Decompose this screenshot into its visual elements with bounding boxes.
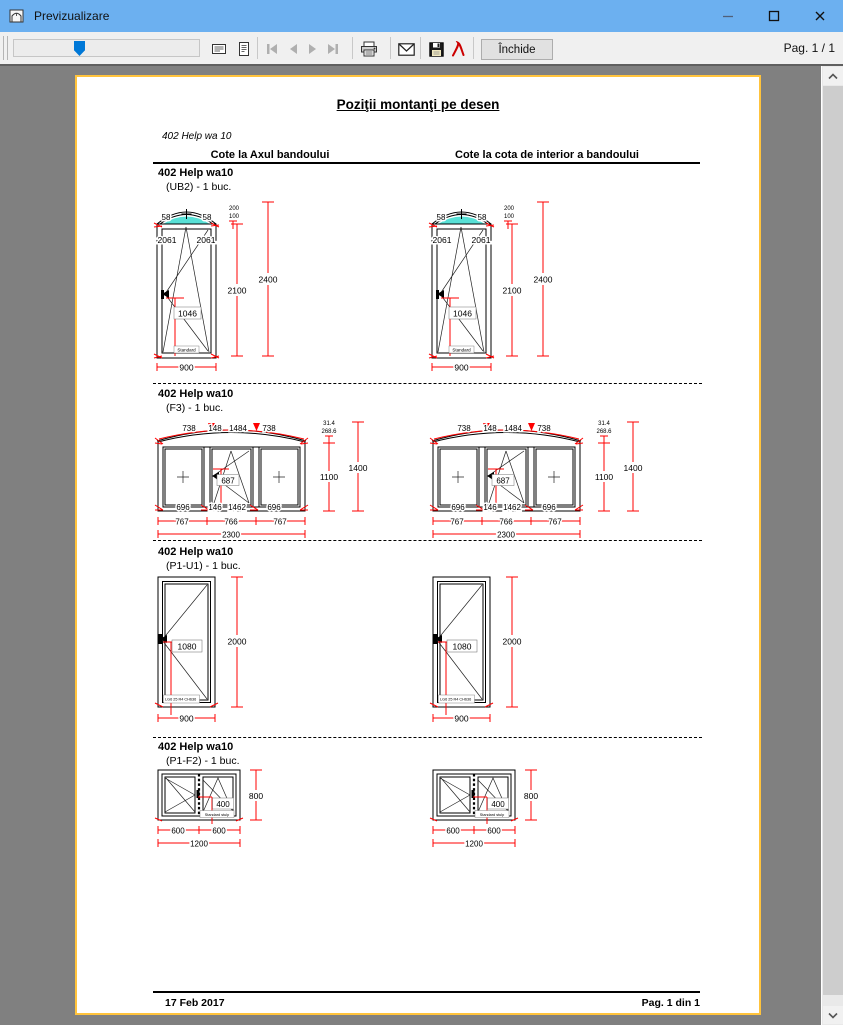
section-variant: (UB2) - 1 buc. xyxy=(166,181,232,193)
chevron-up-icon xyxy=(827,72,839,80)
dim-label: 2400 xyxy=(258,274,278,285)
drawing-p1u1-right xyxy=(428,572,553,730)
preview-canvas xyxy=(0,64,843,1025)
toolbar-separator xyxy=(390,37,391,59)
dim-label: 2000 xyxy=(502,636,522,647)
section-variant: (F3) - 1 buc. xyxy=(166,402,224,414)
page-portrait-icon xyxy=(235,41,251,57)
last-page-button[interactable] xyxy=(324,40,342,58)
next-page-button[interactable] xyxy=(304,40,322,58)
profile-note: Standard xyxy=(452,347,471,353)
printer-icon xyxy=(360,41,378,57)
email-button[interactable] xyxy=(397,40,415,58)
dim-label: 58 xyxy=(436,213,446,222)
dim-label: 600 xyxy=(487,826,501,836)
dim-label: 1046 xyxy=(453,308,472,319)
toolbar-separator xyxy=(352,37,353,59)
page-portrait-button[interactable] xyxy=(234,40,252,58)
first-page-button[interactable] xyxy=(263,40,281,58)
footer-date: 17 Feb 2017 xyxy=(165,997,225,1009)
toolbar-separator xyxy=(420,37,421,59)
dim-label: 2100 xyxy=(227,285,247,296)
page-indicator: Pag. 1 / 1 xyxy=(783,41,835,55)
dim-label: 1484 xyxy=(504,424,522,433)
dim-label: 1462 xyxy=(503,503,521,512)
dim-label: 1462 xyxy=(228,503,246,512)
dim-label: 900 xyxy=(179,713,194,724)
go-next-icon xyxy=(305,41,321,57)
profile-note: Standard stulp xyxy=(479,812,505,817)
page-landscape-icon xyxy=(211,41,227,57)
go-last-icon xyxy=(325,41,341,57)
inchide-button[interactable]: Închide xyxy=(481,39,553,60)
dim-label: 400 xyxy=(216,800,230,809)
drawing-p1u1-left xyxy=(153,572,278,730)
dim-label: 148 xyxy=(208,424,222,433)
maximize-button[interactable] xyxy=(751,0,797,32)
dim-label: 738 xyxy=(537,424,551,433)
dim-label: 1046 xyxy=(178,308,197,319)
dim-label: 1484 xyxy=(229,424,247,433)
dim-label: 1200 xyxy=(190,839,208,849)
dim-label: 2000 xyxy=(227,636,247,647)
dim-label: 58 xyxy=(161,213,171,222)
dim-label: 200 xyxy=(229,206,240,212)
dim-label: 148 xyxy=(483,424,497,433)
dim-label: 31.4 xyxy=(598,421,610,427)
dim-label: 2300 xyxy=(497,530,515,540)
page-subtitle: 402 Help wa 10 xyxy=(162,131,232,142)
dim-label: 1100 xyxy=(319,472,339,482)
minimize-button[interactable] xyxy=(705,0,751,32)
profile-note: LG6 25 R4 CH636 xyxy=(165,697,197,702)
footer-rule xyxy=(153,991,700,993)
section-title: 402 Help wa10 xyxy=(158,546,234,558)
toolbar xyxy=(0,32,843,64)
dim-label: 767 xyxy=(450,517,464,527)
floppy-disk-icon xyxy=(429,42,444,57)
dim-label: 767 xyxy=(273,517,287,527)
dim-label: 31.4 xyxy=(323,421,335,427)
dim-label: 900 xyxy=(179,362,194,373)
dim-label: 1400 xyxy=(348,463,368,473)
close-icon xyxy=(814,10,826,22)
adobe-pdf-icon xyxy=(451,41,465,57)
close-button[interactable] xyxy=(797,0,843,32)
dim-label: 58 xyxy=(477,213,487,222)
dim-label: 100 xyxy=(229,214,240,220)
scroll-up-button[interactable] xyxy=(823,67,843,85)
page-title: Poziţii montanţi pe desen xyxy=(336,97,500,112)
minimize-icon xyxy=(722,10,734,22)
dim-label: 738 xyxy=(182,424,196,433)
dim-label: 1100 xyxy=(594,472,614,482)
header-rule xyxy=(153,162,700,164)
export-pdf-button[interactable] xyxy=(449,40,467,58)
dim-label: 900 xyxy=(454,362,469,373)
dim-label: 2061 xyxy=(196,235,216,245)
dim-label: 1200 xyxy=(465,839,483,849)
dim-label: 738 xyxy=(457,424,471,433)
dim-label: 268.6 xyxy=(321,429,337,435)
section-separator xyxy=(153,383,702,384)
zoom-slider[interactable] xyxy=(13,39,200,57)
dim-label: 696 xyxy=(542,503,556,512)
window-title: Previzualizare xyxy=(34,9,110,23)
dim-label: 800 xyxy=(248,791,264,801)
dim-label: 800 xyxy=(523,791,539,801)
dim-label: 738 xyxy=(262,424,276,433)
dim-label: 900 xyxy=(454,713,469,724)
dim-label: 2061 xyxy=(157,235,177,245)
section-separator xyxy=(153,737,702,738)
drawing-f3-left xyxy=(153,410,378,541)
go-first-icon xyxy=(264,41,280,57)
scroll-down-button[interactable] xyxy=(823,1006,843,1024)
section-title: 402 Help wa10 xyxy=(158,167,234,179)
dim-label: 600 xyxy=(212,826,226,836)
titlebar xyxy=(0,0,843,32)
drawing-p1f2-left xyxy=(153,767,271,851)
profile-note: Standard xyxy=(177,347,196,353)
profile-note: Standard stulp xyxy=(204,812,230,817)
maximize-icon xyxy=(768,10,780,22)
dim-label: 146 xyxy=(483,503,497,512)
dim-label: 600 xyxy=(446,826,460,836)
section-title: 402 Help wa10 xyxy=(158,741,234,753)
dim-label: 687 xyxy=(496,476,510,486)
page-landscape-button[interactable] xyxy=(210,40,228,58)
dim-label: 146 xyxy=(208,503,222,512)
dim-label: 100 xyxy=(504,214,515,220)
dim-label: 767 xyxy=(548,517,562,527)
dim-label: 268.6 xyxy=(596,429,612,435)
print-button[interactable] xyxy=(360,40,378,58)
vertical-scrollbar[interactable] xyxy=(821,66,843,1025)
drawing-p1f2-right xyxy=(428,767,546,851)
dim-label: 767 xyxy=(175,517,189,527)
app-icon xyxy=(8,7,26,25)
dim-label: 766 xyxy=(224,517,238,527)
dim-label: 696 xyxy=(176,503,190,512)
dim-label: 2061 xyxy=(471,235,491,245)
toolbar-separator xyxy=(257,37,258,59)
footer-page-number: Pag. 1 din 1 xyxy=(641,997,700,1009)
dim-label: 696 xyxy=(267,503,281,512)
go-previous-icon xyxy=(285,41,301,57)
envelope-icon xyxy=(398,43,415,56)
dim-label: 696 xyxy=(451,503,465,512)
dim-label: 1080 xyxy=(452,641,472,652)
profile-note: LG6 25 R4 CH636 xyxy=(440,697,472,702)
dim-label: 600 xyxy=(171,826,185,836)
dim-label: 2100 xyxy=(502,285,522,296)
dim-label: 2400 xyxy=(533,274,553,285)
section-separator xyxy=(153,540,702,541)
section-variant: (P1-U1) - 1 buc. xyxy=(166,560,241,572)
dim-label: 58 xyxy=(202,213,212,222)
drawing-ub2-left xyxy=(153,198,293,380)
dim-label: 2300 xyxy=(222,530,240,540)
drawing-f3-right xyxy=(428,410,653,541)
dim-label: 200 xyxy=(504,206,515,212)
document-page xyxy=(75,75,761,1015)
section-title: 402 Help wa10 xyxy=(158,388,234,400)
dim-label: 400 xyxy=(491,800,505,809)
toolbar-separator xyxy=(473,37,474,59)
save-button[interactable] xyxy=(427,40,445,58)
chevron-down-icon xyxy=(827,1011,839,1019)
dim-label: 1080 xyxy=(177,641,197,652)
toolbar-grip[interactable] xyxy=(3,36,8,60)
section-variant: (P1-F2) - 1 buc. xyxy=(166,755,240,767)
drawing-ub2-right xyxy=(428,198,568,380)
column-header-axis: Cote la Axul bandoului xyxy=(210,149,330,161)
dim-label: 766 xyxy=(499,517,513,527)
dim-label: 1400 xyxy=(623,463,643,473)
dim-label: 2061 xyxy=(432,235,452,245)
scrollbar-thumb[interactable] xyxy=(823,86,843,995)
previous-page-button[interactable] xyxy=(284,40,302,58)
window-controls xyxy=(705,0,843,32)
column-header-interior: Cote la cota de interior a bandoului xyxy=(455,149,639,161)
dim-label: 687 xyxy=(221,476,235,486)
